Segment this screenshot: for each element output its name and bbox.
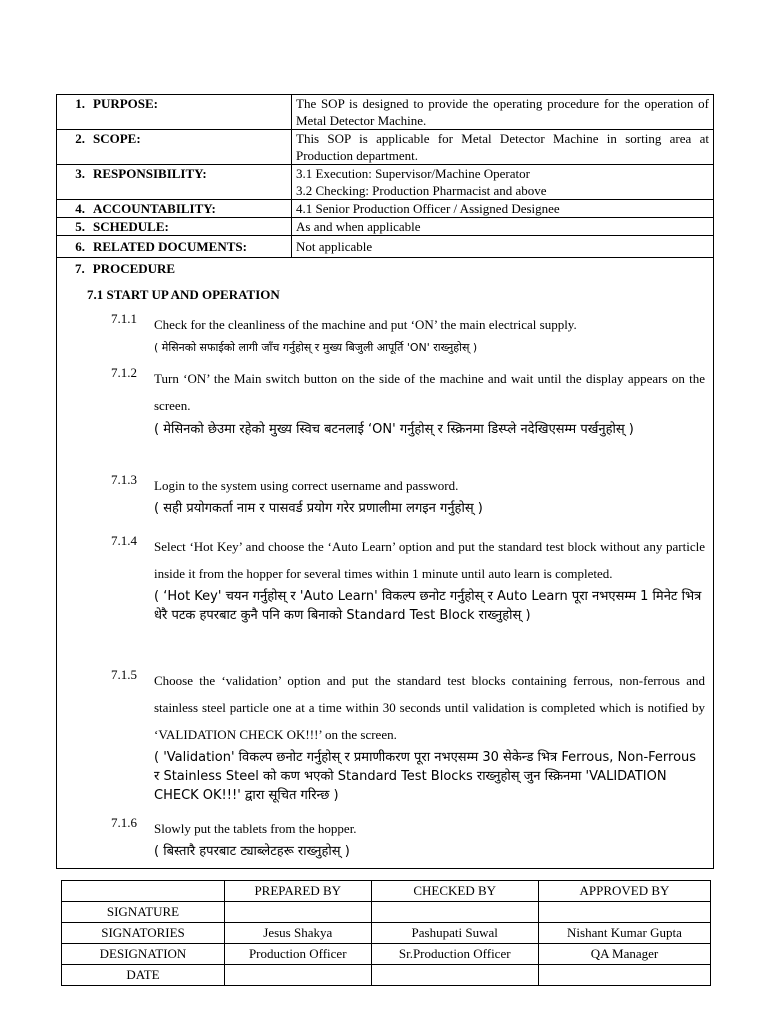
accountability-label xyxy=(57,200,292,218)
row-label: RELATED DOCUMENTS: xyxy=(93,239,247,254)
section-title: PROCEDURE xyxy=(92,261,176,276)
signatories-row xyxy=(62,923,711,944)
table-row xyxy=(57,218,713,236)
table-cell: QA Manager xyxy=(538,944,710,965)
table-row xyxy=(57,200,713,218)
step-number: 7.1.4 xyxy=(111,533,137,548)
step-text-english: Select ‘Hot Key’ and choose the ‘Auto Learn’ option and put the standard test block without any particle inside it from the hopper for several times within 1 minute until auto learn is completed. xyxy=(154,539,705,581)
scope-label xyxy=(57,130,292,165)
table-cell: Nishant Kumar Gupta xyxy=(538,923,710,944)
approved-by-header: APPROVED BY xyxy=(538,881,710,902)
table-cell xyxy=(225,965,372,986)
step-number: 7.1.1 xyxy=(111,311,137,326)
table-cell: Production Officer xyxy=(225,944,372,965)
row-number: 4. xyxy=(75,201,85,216)
table-cell xyxy=(538,902,710,923)
schedule-label xyxy=(57,218,292,236)
table-cell xyxy=(225,902,372,923)
table-cell xyxy=(538,965,710,986)
header-cell xyxy=(62,881,225,902)
signature-row xyxy=(62,902,711,923)
row-number: 5. xyxy=(75,219,85,234)
schedule-value: As and when applicable xyxy=(292,218,714,236)
step-text-nepali: ( मेसिनको सफाईको लागी जाँच गर्नुहोस् र मुख्य बिजुली आपूर्ति 'ON' राख्नुहोस् ) xyxy=(154,341,478,354)
row-label: SIGNATURE xyxy=(62,902,225,923)
related-documents-value: Not applicable xyxy=(292,236,714,258)
scope-value: This SOP is applicable for Metal Detector Machine in sorting area at Production department. xyxy=(292,130,714,165)
checked-by-header: CHECKED BY xyxy=(371,881,538,902)
subsection-title: 7.1 START UP AND OPERATION xyxy=(87,287,280,302)
procedure-step xyxy=(111,667,705,805)
table-row xyxy=(57,236,713,258)
step-text-english: Slowly put the tablets from the hopper. xyxy=(154,821,357,836)
table-cell: Sr.Production Officer xyxy=(371,944,538,965)
sop-header-table xyxy=(57,95,713,258)
responsibility-label xyxy=(57,165,292,200)
row-number: 1. xyxy=(75,96,85,111)
step-text-english: Check for the cleanliness of the machine and put ‘ON’ the main electrical supply. xyxy=(154,317,577,332)
step-text-nepali: ( बिस्तारै हपरबाट ट्याब्लेटहरू राख्नुहोस् ) xyxy=(154,844,350,859)
procedure-step xyxy=(111,365,705,441)
procedure-section xyxy=(57,258,713,868)
row-label: PURPOSE: xyxy=(93,96,158,111)
procedure-step xyxy=(111,533,705,625)
date-row xyxy=(62,965,711,986)
row-label: SCOPE: xyxy=(93,131,141,146)
table-cell: Jesus Shakya xyxy=(225,923,372,944)
accountability-value: 4.1 Senior Production Officer / Assigned Designee xyxy=(292,200,714,218)
purpose-label xyxy=(57,95,292,130)
responsibility-line: 3.1 Execution: Supervisor/Machine Operator xyxy=(296,166,530,181)
table-row xyxy=(57,130,713,165)
row-number: 2. xyxy=(75,131,85,146)
designation-row xyxy=(62,944,711,965)
row-number: 3. xyxy=(75,166,85,181)
row-label: SCHEDULE: xyxy=(93,219,169,234)
signature-header-row xyxy=(62,881,711,902)
step-number: 7.1.5 xyxy=(111,667,137,682)
related-documents-label xyxy=(57,236,292,258)
step-text-nepali: ( मेसिनको छेउमा रहेको मुख्य स्विच बटनलाई ‘ON' गर्नुहोस् र स्क्रिनमा डिस्प्ले नदेखिएसम्म पर्खनुहोस् ) xyxy=(154,422,634,437)
procedure-step xyxy=(111,815,705,861)
prepared-by-header: PREPARED BY xyxy=(225,881,372,902)
row-number: 6. xyxy=(75,239,85,254)
step-text-nepali: ( 'Validation' विकल्प छनोट गर्नुहोस् र प्रमाणीकरण पूरा नभएसम्म 30 सेकेन्ड भित्र Ferrous, Non-Ferrous र Stainless Steel को कण भएको Standard Test Blocks राख्नुहोस् जुन स्क्रिनमा 'VALIDATION CHECK OK!!!' द्वारा सूचित गरिन्छ ) xyxy=(154,750,697,803)
table-cell: Pashupati Suwal xyxy=(371,923,538,944)
signature-table xyxy=(61,880,711,986)
table-row xyxy=(57,165,713,200)
step-text-nepali: ( ‘Hot Key' चयन गर्नुहोस् र 'Auto Learn' विकल्प छनोट गर्नुहोस् र Auto Learn पूरा नभएसम्म 1 मिनेट भित्र धेरै पटक हपरबाट कुनै पनि कण बिनाको Standard Test Block राख्नुहोस् ) xyxy=(154,589,702,623)
row-label: ACCOUNTABILITY: xyxy=(93,201,216,216)
step-number: 7.1.2 xyxy=(111,365,137,380)
step-text-english: Login to the system using correct username and password. xyxy=(154,478,459,493)
table-cell xyxy=(371,902,538,923)
step-number: 7.1.3 xyxy=(111,472,137,487)
row-label: DESIGNATION xyxy=(62,944,225,965)
row-label: SIGNATORIES xyxy=(62,923,225,944)
responsibility-line: 3.2 Checking: Production Pharmacist and above xyxy=(296,183,547,198)
step-text-english: Choose the ‘validation’ option and put the standard test blocks containing ferrous, non-ferrous and stainless steel particle one at a time within 30 seconds until validation is completed which is notified by ‘VALIDATION CHECK OK!!!’ on the screen. xyxy=(154,673,705,742)
table-row xyxy=(57,95,713,130)
purpose-value: The SOP is designed to provide the operating procedure for the operation of Metal Detector Machine. xyxy=(292,95,714,130)
procedure-step xyxy=(111,311,705,357)
step-number: 7.1.6 xyxy=(111,815,137,830)
row-label: DATE xyxy=(62,965,225,986)
sop-frame xyxy=(56,94,714,869)
row-label: RESPONSIBILITY: xyxy=(93,166,207,181)
responsibility-value xyxy=(292,165,714,200)
procedure-title xyxy=(75,261,175,277)
table-cell xyxy=(371,965,538,986)
section-number: 7. xyxy=(75,261,85,276)
step-text-english: Turn ‘ON’ the Main switch button on the side of the machine and wait until the display appears on the screen. xyxy=(154,371,705,413)
step-text-nepali: ( सही प्रयोगकर्ता नाम र पासवर्ड प्रयोग गरेर प्रणालीमा लगइन गर्नुहोस् ) xyxy=(154,501,483,516)
procedure-step xyxy=(111,472,705,518)
